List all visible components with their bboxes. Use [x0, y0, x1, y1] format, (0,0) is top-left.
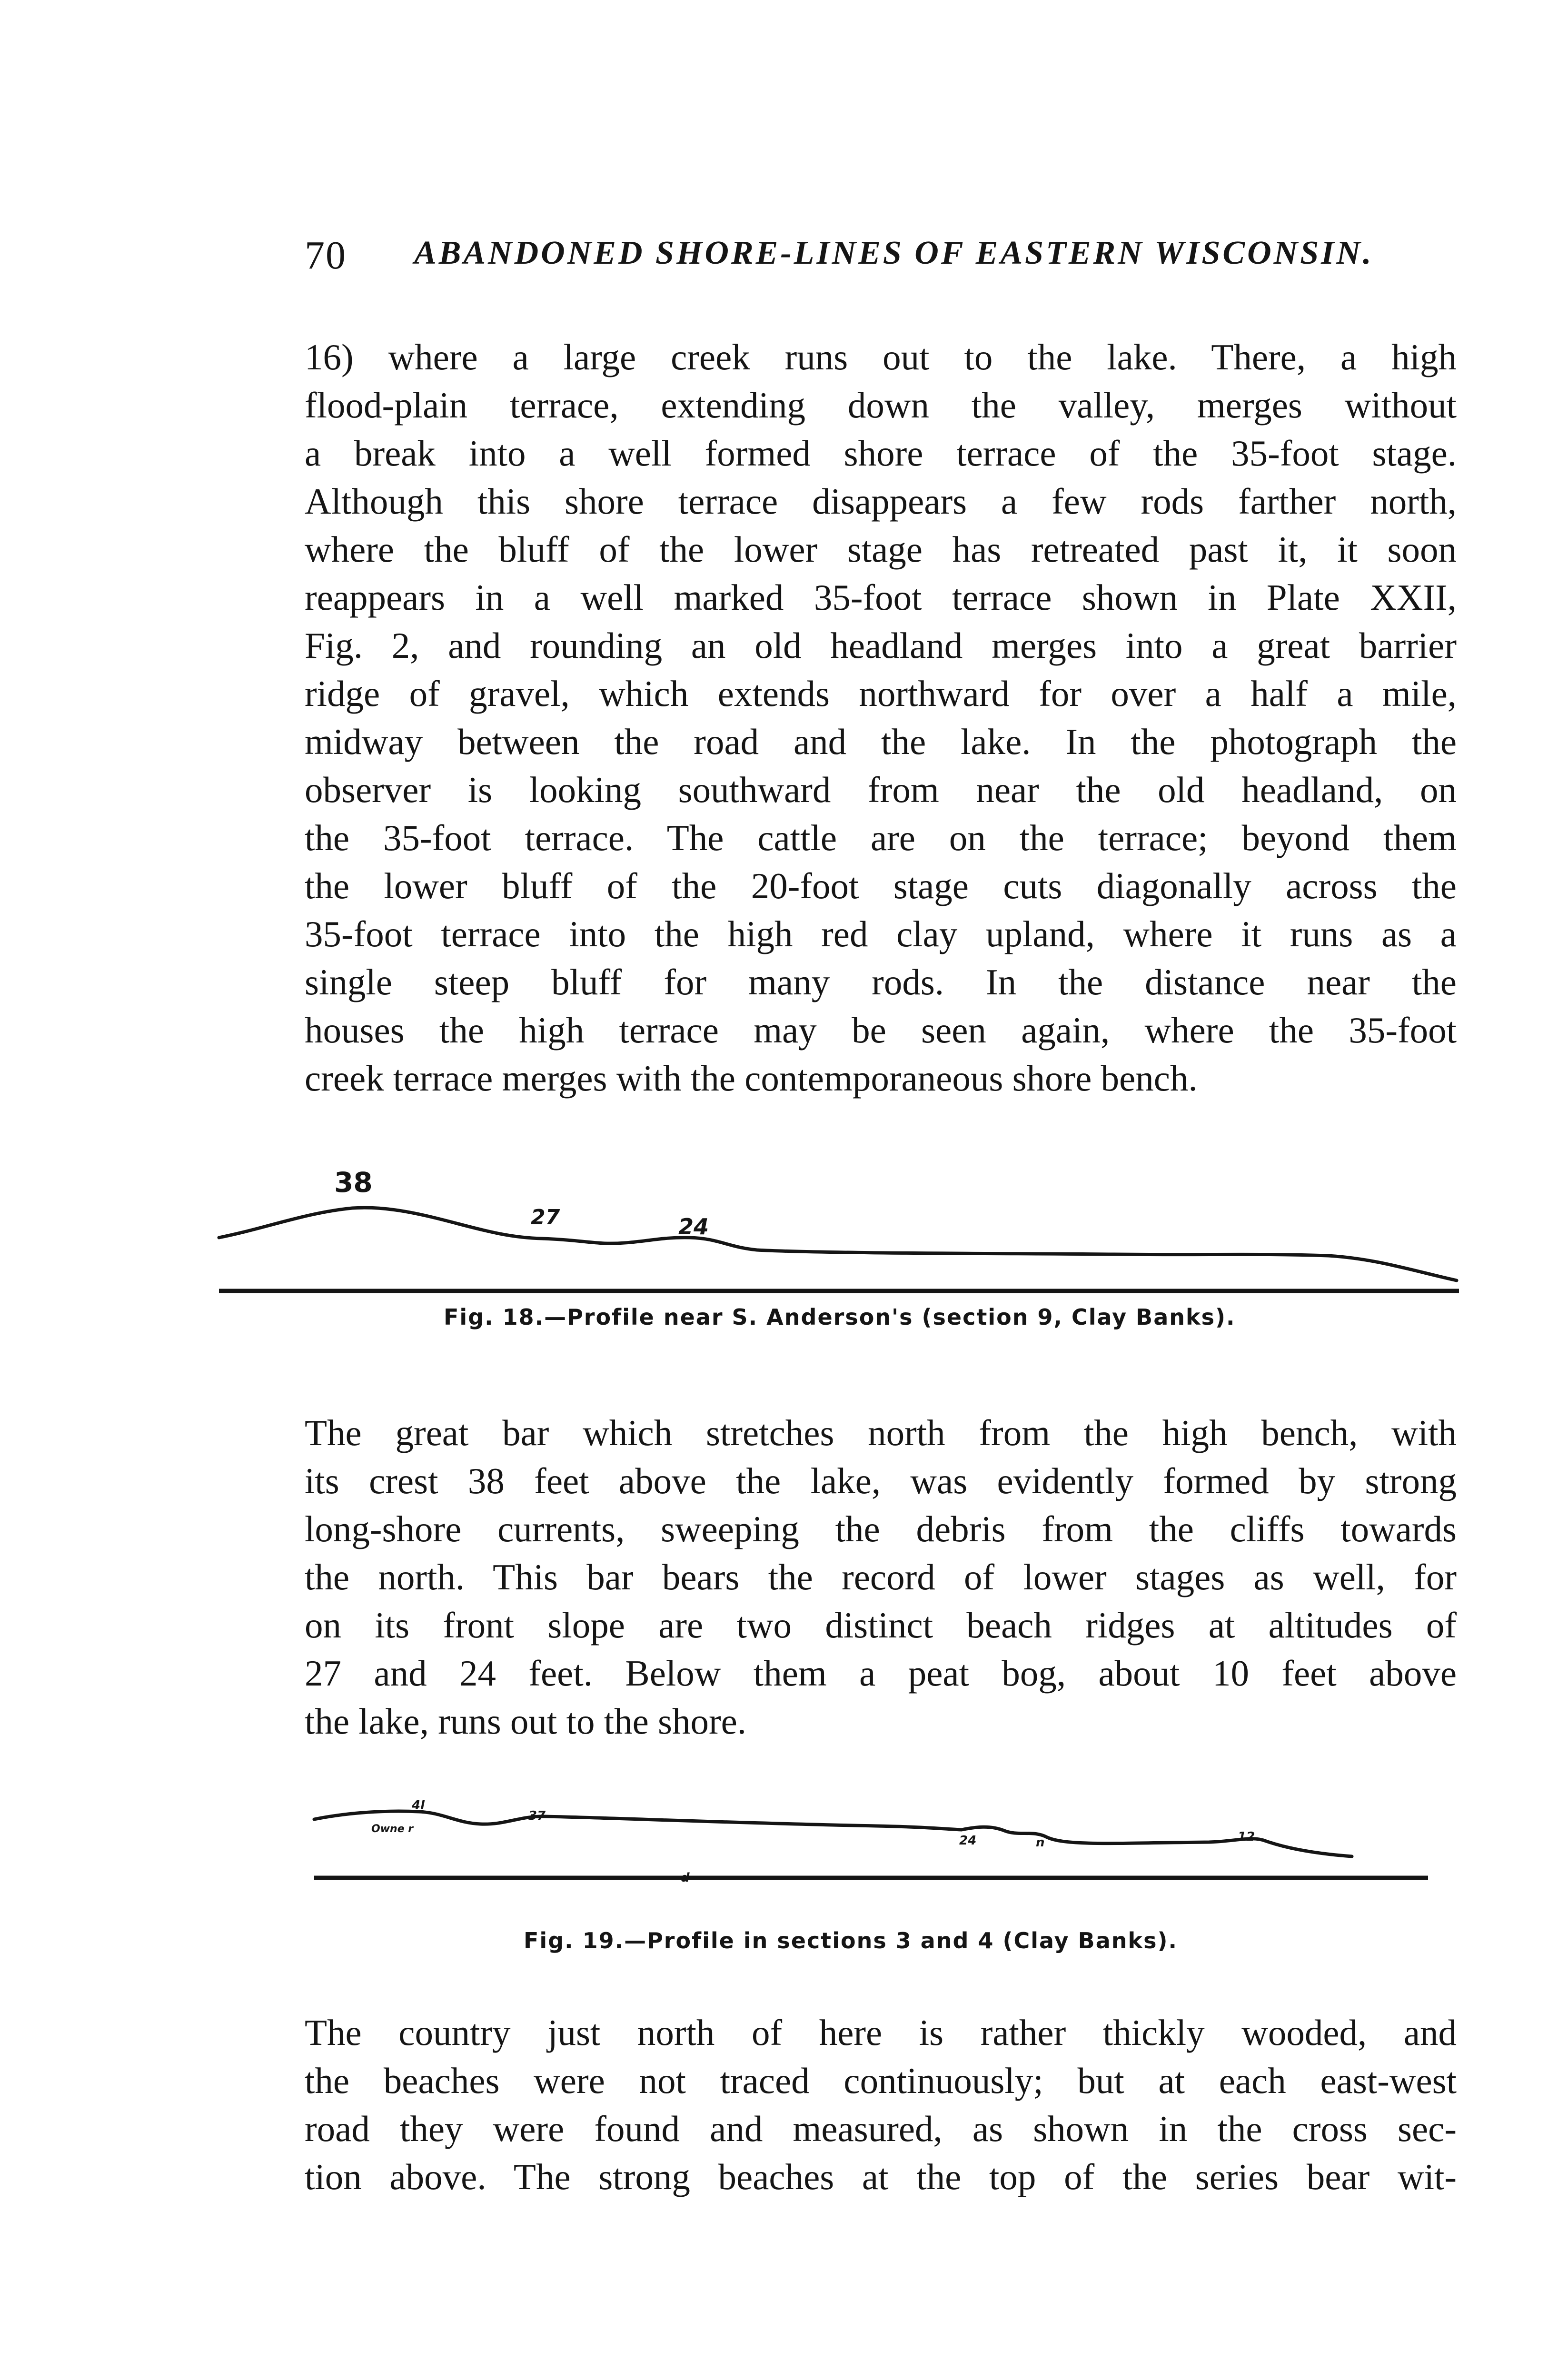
text-line: 16) where a large creek runs out to the lake. There, a high — [305, 337, 1457, 377]
body-paragraph-3 — [305, 2009, 1457, 2201]
text-line: houses the high terrace may be seen again, where the 35-foot — [305, 1010, 1457, 1051]
elevation-label: 12 — [1238, 1830, 1255, 1844]
text-line: its crest 38 feet above the lake, was evidently formed by strong — [305, 1460, 1457, 1501]
page-header — [305, 228, 1457, 285]
text-line: The great bar which stretches north from the high bench, with — [305, 1412, 1457, 1453]
elevation-label: d — [681, 1871, 690, 1885]
elevation-label: 24 — [959, 1834, 977, 1848]
body-paragraph-1 — [305, 333, 1457, 1102]
text-line: road they were found and measured, as shown in the cross sec- — [305, 2108, 1457, 2149]
text-line: reappears in a well marked 35-foot terrace shown in Plate XXII, — [305, 577, 1457, 618]
elevation-label-27: 27 — [531, 1205, 560, 1230]
text-line: the lower bluff of the 20-foot stage cuts diagonally across the — [305, 865, 1457, 906]
figure-18-caption: Fig. 18.—Profile near S. Anderson's (section 9, Clay Banks). — [444, 1304, 1236, 1330]
text-line: where the bluff of the lower stage has retreated past it, it soon — [305, 529, 1457, 570]
owner-label: Owne r — [371, 1823, 414, 1835]
elevation-label-24: 24 — [678, 1214, 709, 1240]
figure-19 — [305, 1790, 1447, 1954]
text-line: observer is looking southward from near the old headland, on — [305, 769, 1457, 810]
text-line: the lake, runs out to the shore. — [305, 1701, 747, 1742]
text-line: 35-foot terrace into the high red clay upland, where it runs as a — [305, 913, 1457, 954]
text-line: Fig. 2, and rounding an old headland merges into a great barrier — [305, 625, 1457, 666]
text-line: long-shore currents, sweeping the debris from the cliffs towards — [305, 1508, 1457, 1549]
text-line: tion above. The strong beaches at the top of the series bear wit- — [305, 2156, 1457, 2197]
text-line: creek terrace merges with the contemporaneous shore bench. — [305, 1058, 1198, 1099]
text-line: single steep bluff for many rods. In the distance near the — [305, 962, 1457, 1002]
page-number: 70 — [305, 233, 347, 278]
elevation-label: 4l — [412, 1798, 425, 1813]
text-line: the 35-foot terrace. The cattle are on the terrace; beyond them — [305, 817, 1457, 858]
elevation-label: n — [1036, 1835, 1045, 1850]
running-head: ABANDONED SHORE-LINES OF EASTERN WISCONSIN. — [414, 235, 1374, 271]
profile-drawing-fig18 — [209, 1157, 1466, 1299]
elevation-label-38: 38 — [334, 1166, 373, 1199]
text-line: midway between the road and the lake. In the photograph the — [305, 721, 1457, 762]
text-line: the north. This bar bears the record of lower stages as well, for — [305, 1557, 1457, 1597]
text-line: 27 and 24 feet. Below them a peat bog, about 10 feet above — [305, 1653, 1457, 1694]
elevation-label: 37 — [528, 1809, 546, 1823]
text-line: the beaches were not traced continuously; but at each east-west — [305, 2060, 1457, 2101]
text-line: flood-plain terrace, extending down the valley, merges without — [305, 385, 1457, 426]
figure-19-caption: Fig. 19.—Profile in sections 3 and 4 (Clay Banks). — [524, 1928, 1178, 1954]
text-line: ridge of gravel, which extends northward for over a half a mile, — [305, 673, 1457, 714]
text-line: The country just north of here is rather thickly wooded, and — [305, 2012, 1457, 2053]
profile-drawing-fig19 — [305, 1790, 1447, 1914]
text-line: a break into a well formed shore terrace of the 35-foot stage. — [305, 433, 1457, 474]
body-paragraph-2 — [305, 1409, 1457, 1745]
text-line: Although this shore terrace disappears a few rods farther north, — [305, 481, 1457, 522]
text-line: on its front slope are two distinct beach ridges at altitudes of — [305, 1605, 1457, 1646]
figure-18 — [209, 1157, 1466, 1333]
